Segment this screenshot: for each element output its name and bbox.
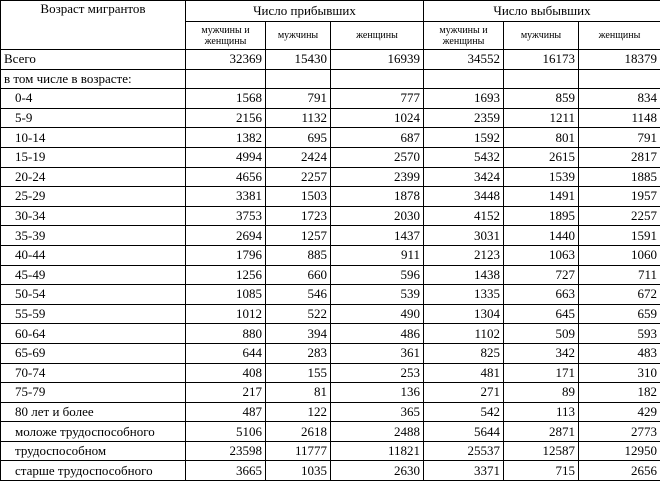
value-cell: 171 xyxy=(504,363,579,383)
table-row xyxy=(1,343,660,363)
value-cell: 271 xyxy=(424,383,504,403)
value-cell: 25537 xyxy=(424,441,504,461)
row-label: 75-79 xyxy=(1,383,186,403)
value-cell: 1148 xyxy=(579,108,660,128)
row-label: 20-24 xyxy=(1,167,186,187)
row-label: 15-19 xyxy=(1,147,186,167)
row-label: 25-29 xyxy=(1,187,186,207)
value-cell: 81 xyxy=(266,383,331,403)
value-cell: 1102 xyxy=(424,324,504,344)
value-cell: 522 xyxy=(266,304,331,324)
value-cell: 2257 xyxy=(266,167,331,187)
table-row xyxy=(1,402,660,422)
value-cell: 490 xyxy=(331,304,424,324)
value-cell: 365 xyxy=(331,402,424,422)
value-cell: 1060 xyxy=(579,245,660,265)
value-cell: 18379 xyxy=(579,50,660,70)
value-cell: 1257 xyxy=(266,226,331,246)
value-cell: 2424 xyxy=(266,147,331,167)
value-cell: 834 xyxy=(579,89,660,109)
value-cell: 1211 xyxy=(504,108,579,128)
value-cell xyxy=(579,69,660,89)
table-row xyxy=(1,285,660,305)
value-cell: 3448 xyxy=(424,187,504,207)
value-cell: 659 xyxy=(579,304,660,324)
value-cell: 1693 xyxy=(424,89,504,109)
value-cell xyxy=(424,69,504,89)
table-row xyxy=(1,50,660,70)
age-column-header: Возраст мигрантов xyxy=(1,1,186,50)
value-cell: 2257 xyxy=(579,206,660,226)
value-cell: 791 xyxy=(266,89,331,109)
value-cell: 34552 xyxy=(424,50,504,70)
value-cell: 885 xyxy=(266,245,331,265)
table-row xyxy=(1,363,660,383)
row-label: в том числе в возрасте: xyxy=(1,69,186,89)
value-cell: 1440 xyxy=(504,226,579,246)
row-label: 10-14 xyxy=(1,128,186,148)
value-cell: 16939 xyxy=(331,50,424,70)
subheader-cell: мужчины xyxy=(504,22,579,50)
value-cell: 394 xyxy=(266,324,331,344)
value-cell: 1304 xyxy=(424,304,504,324)
row-label: трудоспособном xyxy=(1,441,186,461)
value-cell: 644 xyxy=(186,343,266,363)
value-cell: 1957 xyxy=(579,187,660,207)
table-row xyxy=(1,128,660,148)
table-row xyxy=(1,441,660,461)
value-cell: 481 xyxy=(424,363,504,383)
value-cell: 1085 xyxy=(186,285,266,305)
table-row xyxy=(1,245,660,265)
value-cell: 253 xyxy=(331,363,424,383)
value-cell: 660 xyxy=(266,265,331,285)
value-cell: 1024 xyxy=(331,108,424,128)
value-cell: 89 xyxy=(504,383,579,403)
value-cell: 217 xyxy=(186,383,266,403)
value-cell: 2488 xyxy=(331,422,424,442)
value-cell: 5644 xyxy=(424,422,504,442)
value-cell: 342 xyxy=(504,343,579,363)
value-cell: 2030 xyxy=(331,206,424,226)
value-cell: 5106 xyxy=(186,422,266,442)
value-cell: 2656 xyxy=(579,461,660,481)
value-cell: 727 xyxy=(504,265,579,285)
table-body xyxy=(1,50,660,481)
value-cell: 2615 xyxy=(504,147,579,167)
value-cell: 596 xyxy=(331,265,424,285)
row-label: Всего xyxy=(1,50,186,70)
row-label: 0-4 xyxy=(1,89,186,109)
value-cell: 122 xyxy=(266,402,331,422)
value-cell: 1885 xyxy=(579,167,660,187)
table-row xyxy=(1,147,660,167)
table-row xyxy=(1,383,660,403)
value-cell: 361 xyxy=(331,343,424,363)
value-cell: 429 xyxy=(579,402,660,422)
value-cell: 711 xyxy=(579,265,660,285)
value-cell: 3424 xyxy=(424,167,504,187)
value-cell: 1256 xyxy=(186,265,266,285)
value-cell: 486 xyxy=(331,324,424,344)
value-cell: 911 xyxy=(331,245,424,265)
row-label: 30-34 xyxy=(1,206,186,226)
value-cell: 1796 xyxy=(186,245,266,265)
value-cell: 11821 xyxy=(331,441,424,461)
value-cell: 1895 xyxy=(504,206,579,226)
value-cell: 3031 xyxy=(424,226,504,246)
value-cell: 539 xyxy=(331,285,424,305)
value-cell: 1335 xyxy=(424,285,504,305)
value-cell: 1591 xyxy=(579,226,660,246)
value-cell: 11777 xyxy=(266,441,331,461)
table-row xyxy=(1,89,660,109)
subheader-cell: женщины xyxy=(331,22,424,50)
value-cell: 113 xyxy=(504,402,579,422)
value-cell: 645 xyxy=(504,304,579,324)
value-cell: 310 xyxy=(579,363,660,383)
value-cell: 4994 xyxy=(186,147,266,167)
value-cell: 12587 xyxy=(504,441,579,461)
value-cell: 801 xyxy=(504,128,579,148)
value-cell: 2773 xyxy=(579,422,660,442)
row-label: 70-74 xyxy=(1,363,186,383)
row-label: 60-64 xyxy=(1,324,186,344)
row-label: 55-59 xyxy=(1,304,186,324)
table-row xyxy=(1,265,660,285)
value-cell: 2156 xyxy=(186,108,266,128)
value-cell xyxy=(331,69,424,89)
row-label: 35-39 xyxy=(1,226,186,246)
value-cell: 5432 xyxy=(424,147,504,167)
value-cell: 23598 xyxy=(186,441,266,461)
value-cell: 859 xyxy=(504,89,579,109)
value-cell: 1437 xyxy=(331,226,424,246)
value-cell xyxy=(266,69,331,89)
value-cell: 408 xyxy=(186,363,266,383)
value-cell: 880 xyxy=(186,324,266,344)
value-cell: 1878 xyxy=(331,187,424,207)
value-cell: 1539 xyxy=(504,167,579,187)
row-label: 50-54 xyxy=(1,285,186,305)
row-label: 40-44 xyxy=(1,245,186,265)
value-cell: 2694 xyxy=(186,226,266,246)
value-cell: 3381 xyxy=(186,187,266,207)
value-cell: 4152 xyxy=(424,206,504,226)
table-row xyxy=(1,304,660,324)
value-cell: 3753 xyxy=(186,206,266,226)
value-cell: 1723 xyxy=(266,206,331,226)
value-cell: 777 xyxy=(331,89,424,109)
value-cell: 4656 xyxy=(186,167,266,187)
table-row xyxy=(1,324,660,344)
value-cell: 155 xyxy=(266,363,331,383)
value-cell: 2618 xyxy=(266,422,331,442)
value-cell: 1438 xyxy=(424,265,504,285)
value-cell: 687 xyxy=(331,128,424,148)
value-cell: 672 xyxy=(579,285,660,305)
value-cell xyxy=(186,69,266,89)
value-cell: 3371 xyxy=(424,461,504,481)
value-cell: 2630 xyxy=(331,461,424,481)
value-cell: 15430 xyxy=(266,50,331,70)
value-cell: 1012 xyxy=(186,304,266,324)
value-cell: 1035 xyxy=(266,461,331,481)
subheader-cell: мужчины и женщины xyxy=(424,22,504,50)
departed-header: Число выбывших xyxy=(424,1,660,22)
row-label: старше трудоспособного xyxy=(1,461,186,481)
subheader-cell: мужчины xyxy=(266,22,331,50)
table-row xyxy=(1,69,660,89)
table-row xyxy=(1,422,660,442)
value-cell: 12950 xyxy=(579,441,660,461)
value-cell: 182 xyxy=(579,383,660,403)
row-label: 5-9 xyxy=(1,108,186,128)
table-row xyxy=(1,206,660,226)
value-cell: 1491 xyxy=(504,187,579,207)
value-cell: 542 xyxy=(424,402,504,422)
value-cell: 825 xyxy=(424,343,504,363)
table-row xyxy=(1,167,660,187)
value-cell: 487 xyxy=(186,402,266,422)
value-cell xyxy=(504,69,579,89)
row-label: моложе трудоспособного xyxy=(1,422,186,442)
table-row xyxy=(1,187,660,207)
value-cell: 1568 xyxy=(186,89,266,109)
value-cell: 1132 xyxy=(266,108,331,128)
row-label: 45-49 xyxy=(1,265,186,285)
value-cell: 2359 xyxy=(424,108,504,128)
arrived-header: Число прибывших xyxy=(186,1,424,22)
value-cell: 1382 xyxy=(186,128,266,148)
value-cell: 663 xyxy=(504,285,579,305)
value-cell: 593 xyxy=(579,324,660,344)
value-cell: 32369 xyxy=(186,50,266,70)
value-cell: 695 xyxy=(266,128,331,148)
value-cell: 483 xyxy=(579,343,660,363)
value-cell: 509 xyxy=(504,324,579,344)
value-cell: 1063 xyxy=(504,245,579,265)
row-label: 80 лет и более xyxy=(1,402,186,422)
value-cell: 3665 xyxy=(186,461,266,481)
value-cell: 1503 xyxy=(266,187,331,207)
value-cell: 136 xyxy=(331,383,424,403)
value-cell: 2817 xyxy=(579,147,660,167)
value-cell: 2123 xyxy=(424,245,504,265)
value-cell: 2871 xyxy=(504,422,579,442)
value-cell: 2399 xyxy=(331,167,424,187)
value-cell: 16173 xyxy=(504,50,579,70)
subheader-cell: мужчины и женщины xyxy=(186,22,266,50)
value-cell: 1592 xyxy=(424,128,504,148)
value-cell: 2570 xyxy=(331,147,424,167)
value-cell: 546 xyxy=(266,285,331,305)
table-row xyxy=(1,108,660,128)
table-row xyxy=(1,226,660,246)
value-cell: 283 xyxy=(266,343,331,363)
row-label: 65-69 xyxy=(1,343,186,363)
subheader-cell: женщины xyxy=(579,22,660,50)
value-cell: 715 xyxy=(504,461,579,481)
value-cell: 791 xyxy=(579,128,660,148)
table-row xyxy=(1,461,660,481)
